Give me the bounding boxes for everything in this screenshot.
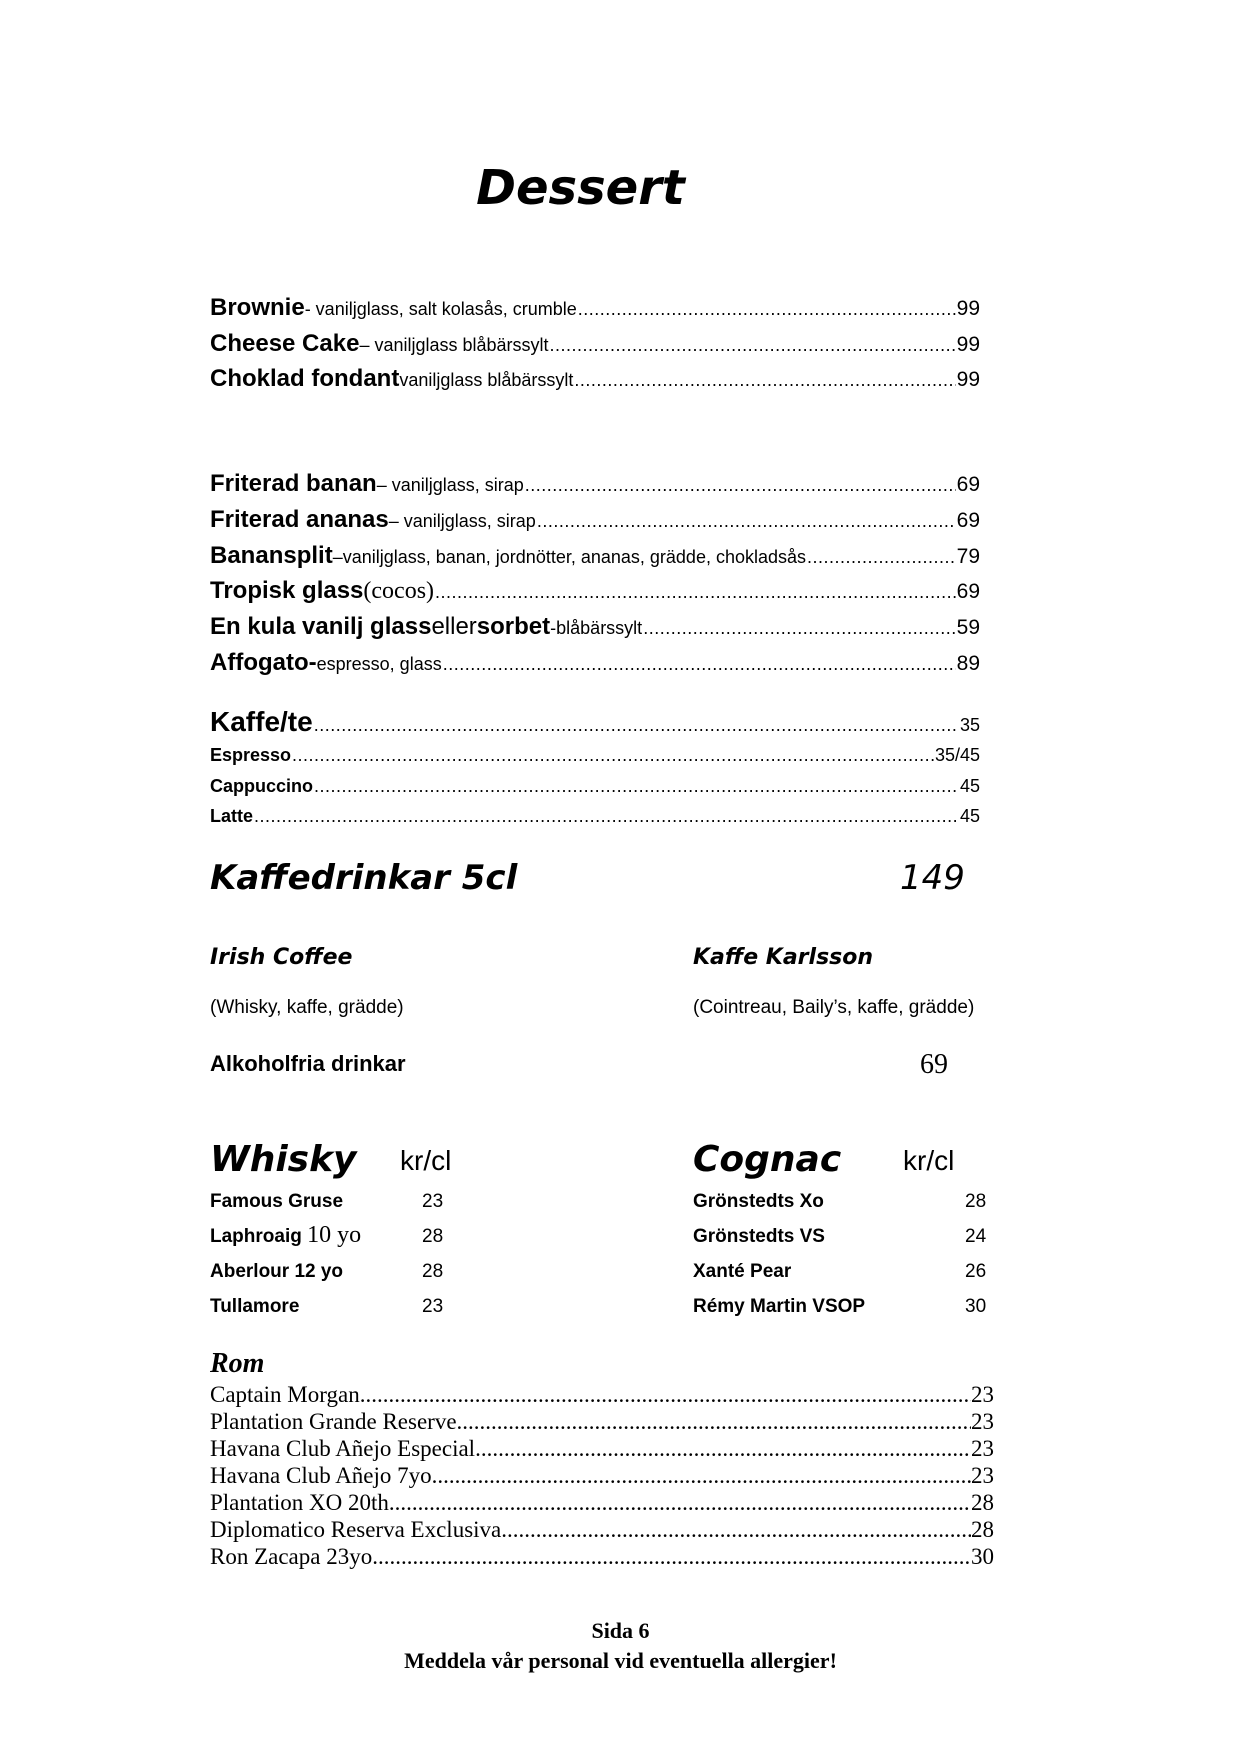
menu-item-banansplit [210, 542, 980, 570]
item-name: Plantation XO 20th [210, 1490, 389, 1515]
menu-item-friterad-ananas [210, 506, 980, 534]
cognac-item-name: Grönstedts Xo [693, 1191, 824, 1212]
item-name: Havana Club Añejo 7yo [210, 1463, 432, 1488]
dot-leader [292, 745, 934, 766]
rom-item [210, 1462, 994, 1489]
coffee-drinks-price: 149 [900, 858, 965, 898]
item-name: Banansplit [210, 542, 333, 569]
item-name: Ron Zacapa 23yo [210, 1544, 373, 1569]
item-price: 23 [971, 1463, 994, 1488]
whisky-heading: Whisky [210, 1139, 357, 1180]
item-price: 69 [956, 580, 980, 603]
item-price: 30 [971, 1544, 994, 1569]
rom-item [210, 1516, 994, 1543]
menu-item-brownie [210, 294, 980, 322]
coffee-item-latte [210, 806, 980, 827]
coffee-heading-price: 35 [959, 715, 980, 735]
item-price: 23 [971, 1436, 994, 1461]
dot-leader [389, 1489, 971, 1516]
menu-item-vanilj-glass [210, 613, 980, 641]
item-price: 79 [956, 545, 980, 568]
dot-leader [643, 618, 955, 639]
item-name: En kula vanilj glass [210, 613, 432, 640]
item-description: – vaniljglass blåbärssylt [359, 335, 549, 355]
whisky-item-price: 28 [422, 1226, 444, 1247]
rom-item [210, 1489, 994, 1516]
item-name: Captain Morgan [210, 1382, 360, 1407]
item-description: (cocos) [363, 578, 435, 604]
item-name: Espresso [210, 745, 292, 765]
item-name: Friterad banan [210, 470, 377, 497]
whisky-unit: kr/cl [400, 1145, 452, 1176]
drink-ingredients-kaffe-karlsson: (Cointreau, Baily’s, kaffe, grädde) [693, 997, 975, 1018]
rom-item [210, 1408, 994, 1435]
item-price: 28 [971, 1517, 994, 1542]
dot-leader [501, 1516, 971, 1543]
item-price: 99 [956, 297, 980, 320]
dot-leader [525, 475, 956, 496]
dot-leader [578, 299, 956, 320]
item-price: 23 [971, 1409, 994, 1434]
cognac-unit: kr/cl [903, 1145, 955, 1176]
dot-leader [574, 370, 955, 391]
cognac-heading: Cognac [693, 1139, 842, 1180]
dot-leader [550, 335, 956, 356]
cognac-item-name: Rémy Martin VSOP [693, 1296, 866, 1317]
dot-leader [435, 582, 956, 603]
dot-leader [314, 776, 959, 797]
whisky-item-name: Laphroaig [210, 1226, 302, 1247]
menu-item-choklad-fondant [210, 365, 980, 393]
coffee-item-cappuccino [210, 776, 980, 797]
item-name: Latte [210, 806, 254, 826]
cognac-item-price: 30 [965, 1296, 987, 1317]
dot-leader [372, 1543, 971, 1570]
dot-leader [537, 511, 956, 532]
cognac-item-price: 28 [965, 1191, 987, 1212]
whisky-item-name: Famous Gruse [210, 1191, 344, 1212]
menu-item-tropisk-glass [210, 577, 980, 605]
item-price: 99 [956, 368, 980, 391]
item-name: Cheese Cake [210, 330, 360, 357]
drink-name-kaffe-karlsson: Kaffe Karlsson [693, 945, 874, 970]
item-name: Havana Club Añejo Especial [210, 1436, 476, 1461]
item-description: -blåbärssylt [550, 618, 643, 638]
whisky-item-name: Aberlour 12 yo [210, 1261, 344, 1282]
rom-heading: Rom [210, 1348, 265, 1379]
item-name: Friterad ananas [210, 506, 389, 533]
dot-leader [443, 654, 956, 675]
coffee-item-espresso [210, 745, 980, 766]
cognac-item-name: Grönstedts VS [693, 1226, 825, 1247]
item-price: 59 [956, 616, 980, 639]
item-name: Affogato- [210, 649, 317, 676]
item-description: vaniljglass blåbärssylt [399, 370, 574, 390]
cognac-item-name: Xanté Pear [693, 1261, 792, 1282]
whisky-item-price: 28 [422, 1261, 444, 1282]
cognac-item-price: 26 [965, 1261, 987, 1282]
drink-name-irish-coffee: Irish Coffee [210, 945, 353, 970]
item-name: Brownie [210, 294, 305, 321]
drink-ingredients-irish-coffee: (Whisky, kaffe, grädde) [210, 997, 404, 1018]
whisky-item-price: 23 [422, 1296, 444, 1317]
allergy-notice: Meddela vår personal vid eventuella allergier! [404, 1648, 837, 1673]
dot-leader [475, 1435, 971, 1462]
dot-leader [807, 547, 956, 568]
item-price: 28 [971, 1490, 994, 1515]
dot-leader [432, 1462, 971, 1489]
whisky-item-laphroaig [210, 1222, 361, 1250]
whisky-item-name: Tullamore [210, 1296, 300, 1317]
cognac-item-price: 24 [965, 1226, 987, 1247]
item-name: Diplomatico Reserva Exclusiva [210, 1517, 502, 1542]
dot-leader [314, 715, 959, 736]
dot-leader [254, 806, 959, 827]
item-description: – vaniljglass, sirap [376, 475, 524, 495]
coffee-drinks-heading: Kaffedrinkar 5cl [210, 858, 518, 898]
item-connector: eller [431, 613, 477, 640]
coffee-heading-row [210, 706, 980, 738]
dot-leader [457, 1408, 971, 1435]
rom-item [210, 1381, 994, 1408]
coffee-heading: Kaffe/te [210, 706, 313, 737]
non-alcoholic-label: Alkoholfria drinkar [210, 1051, 406, 1076]
item-price: 35/45 [934, 745, 980, 765]
item-name: Choklad fondant [210, 365, 400, 392]
item-price: 45 [959, 806, 980, 826]
dot-leader [360, 1381, 971, 1408]
item-price: 89 [956, 652, 980, 675]
item-price: 69 [956, 509, 980, 532]
item-price: 23 [971, 1382, 994, 1407]
whisky-item-price: 23 [422, 1191, 444, 1212]
item-description: –vaniljglass, banan, jordnötter, ananas, grädde, chokladsås [332, 547, 807, 567]
item-price: 69 [956, 473, 980, 496]
item-description: – vaniljglass, sirap [388, 511, 536, 531]
item-name: Tropisk glass [210, 577, 364, 604]
item-name: Cappuccino [210, 776, 314, 796]
non-alcoholic-price: 69 [920, 1049, 948, 1080]
whisky-item-age: 10 yo [307, 1222, 362, 1248]
menu-item-cheese-cake [210, 330, 980, 358]
rom-item [210, 1435, 994, 1462]
item-price: 45 [959, 776, 980, 796]
rom-item [210, 1543, 994, 1570]
page-number: Sida 6 [591, 1618, 650, 1643]
page-title: Dessert [476, 160, 685, 216]
item-description: espresso, glass [316, 654, 442, 674]
item-description: - vaniljglass, salt kolasås, crumble [304, 299, 577, 319]
menu-item-friterad-banan [210, 470, 980, 498]
item-name: Plantation Grande Reserve [210, 1409, 457, 1434]
menu-item-affogato [210, 649, 980, 677]
item-name-alt: sorbet [476, 613, 551, 640]
item-price: 99 [956, 333, 980, 356]
